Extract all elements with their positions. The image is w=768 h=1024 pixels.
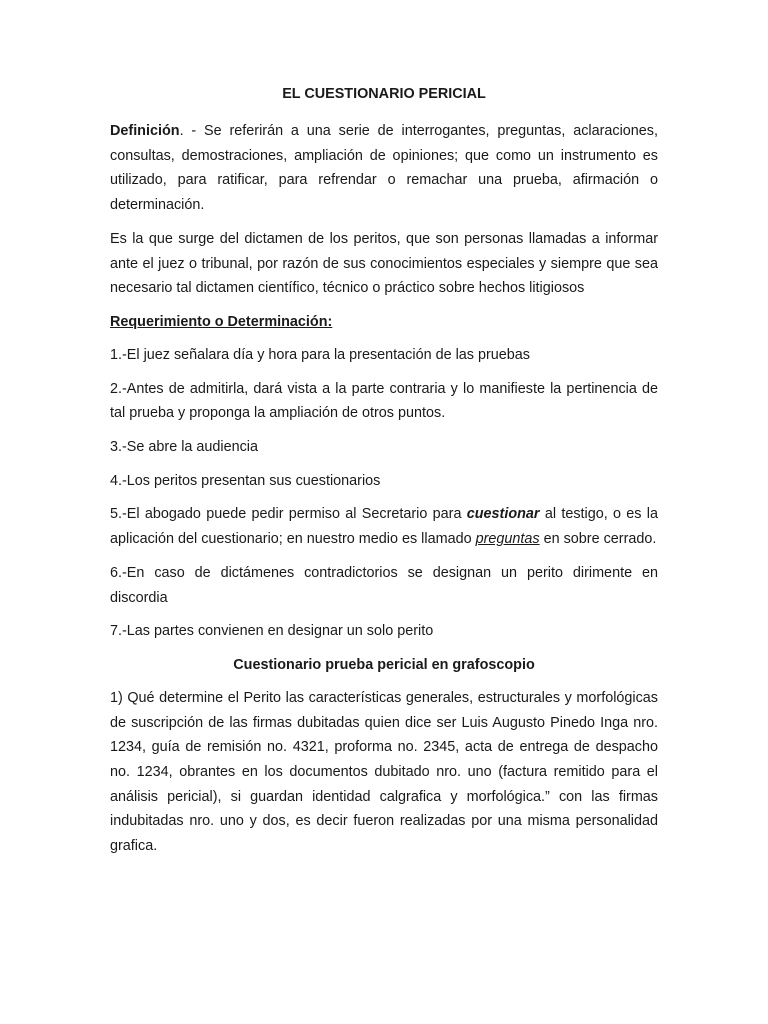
peritos-paragraph: Es la que surge del dictamen de los peritos, que son personas llamadas a informar ante el juez o tribunal, por razón de sus conocimientos especiales y siempre que sea necesario tal dictamen científico, técnico o práctico sobre hechos litigiosos [110,230,658,297]
step-4: 4.-Los peritos presentan sus cuestionarios [110,472,381,489]
step-3: 3.-Se abre la audiencia [110,439,259,456]
step-1: 1.-El juez señalara día y hora para la presentación de las pruebas [110,346,530,363]
document-body [110,84,658,868]
step-5-text-b: al testigo, o es la aplicación del cuestionario; en nuestro medio es llamado [110,506,658,548]
step-5 [110,502,658,551]
subheading-grafoscopio: Cuestionario prueba pericial en grafoscopio [233,656,535,673]
step-5-text-a: 5.-El abogado puede pedir permiso al Secretario para [110,506,467,523]
step-6: 6.-En caso de dictámenes contradictorios se designan un perito dirimente en discordia [110,564,658,606]
document-title: EL CUESTIONARIO PERICIAL [282,86,486,102]
step-5-text-c: en sobre cerrado. [539,531,657,548]
section-heading-requerimiento: Requerimiento o Determinación: [110,313,333,330]
step-7: 7.-Las partes convienen en designar un solo perito [110,623,434,640]
step-5-emphasis-cuestionar: cuestionar [466,506,540,523]
question-1: 1) Qué determine el Perito las características generales, estructurales y morfológicas de suscripción de las firmas dubitadas quien dice ser Luis Augusto Pinedo Inga nro. 1234, guía de remisión no. 4321, proforma no. 2345, acta de entrega de despacho no. 1234, obrantes en los documentos dubitado nro. uno (factura remitido para el análisis pericial), si guardan identidad calgrafica y morfológica.” con las firmas indubitadas nro. uno y dos, es decir fueron realizadas por una misma personalidad grafica. [110,689,658,855]
definition-paragraph [110,119,658,218]
step-2: 2.-Antes de admitirla, dará vista a la parte contraria y lo manifieste la pertinencia de tal prueba y proponga la ampliación de otros puntos. [110,380,658,422]
definition-text: . - Se referirán a una serie de interrogantes, preguntas, aclaraciones, consultas, demostraciones, ampliación de opiniones; que como un instrumento es utilizado, para ratificar, para refrendar o remachar una prueba, afirmación o determinación. [110,123,658,214]
definition-term: Definición [110,123,180,139]
step-5-emphasis-preguntas: preguntas [475,531,540,548]
